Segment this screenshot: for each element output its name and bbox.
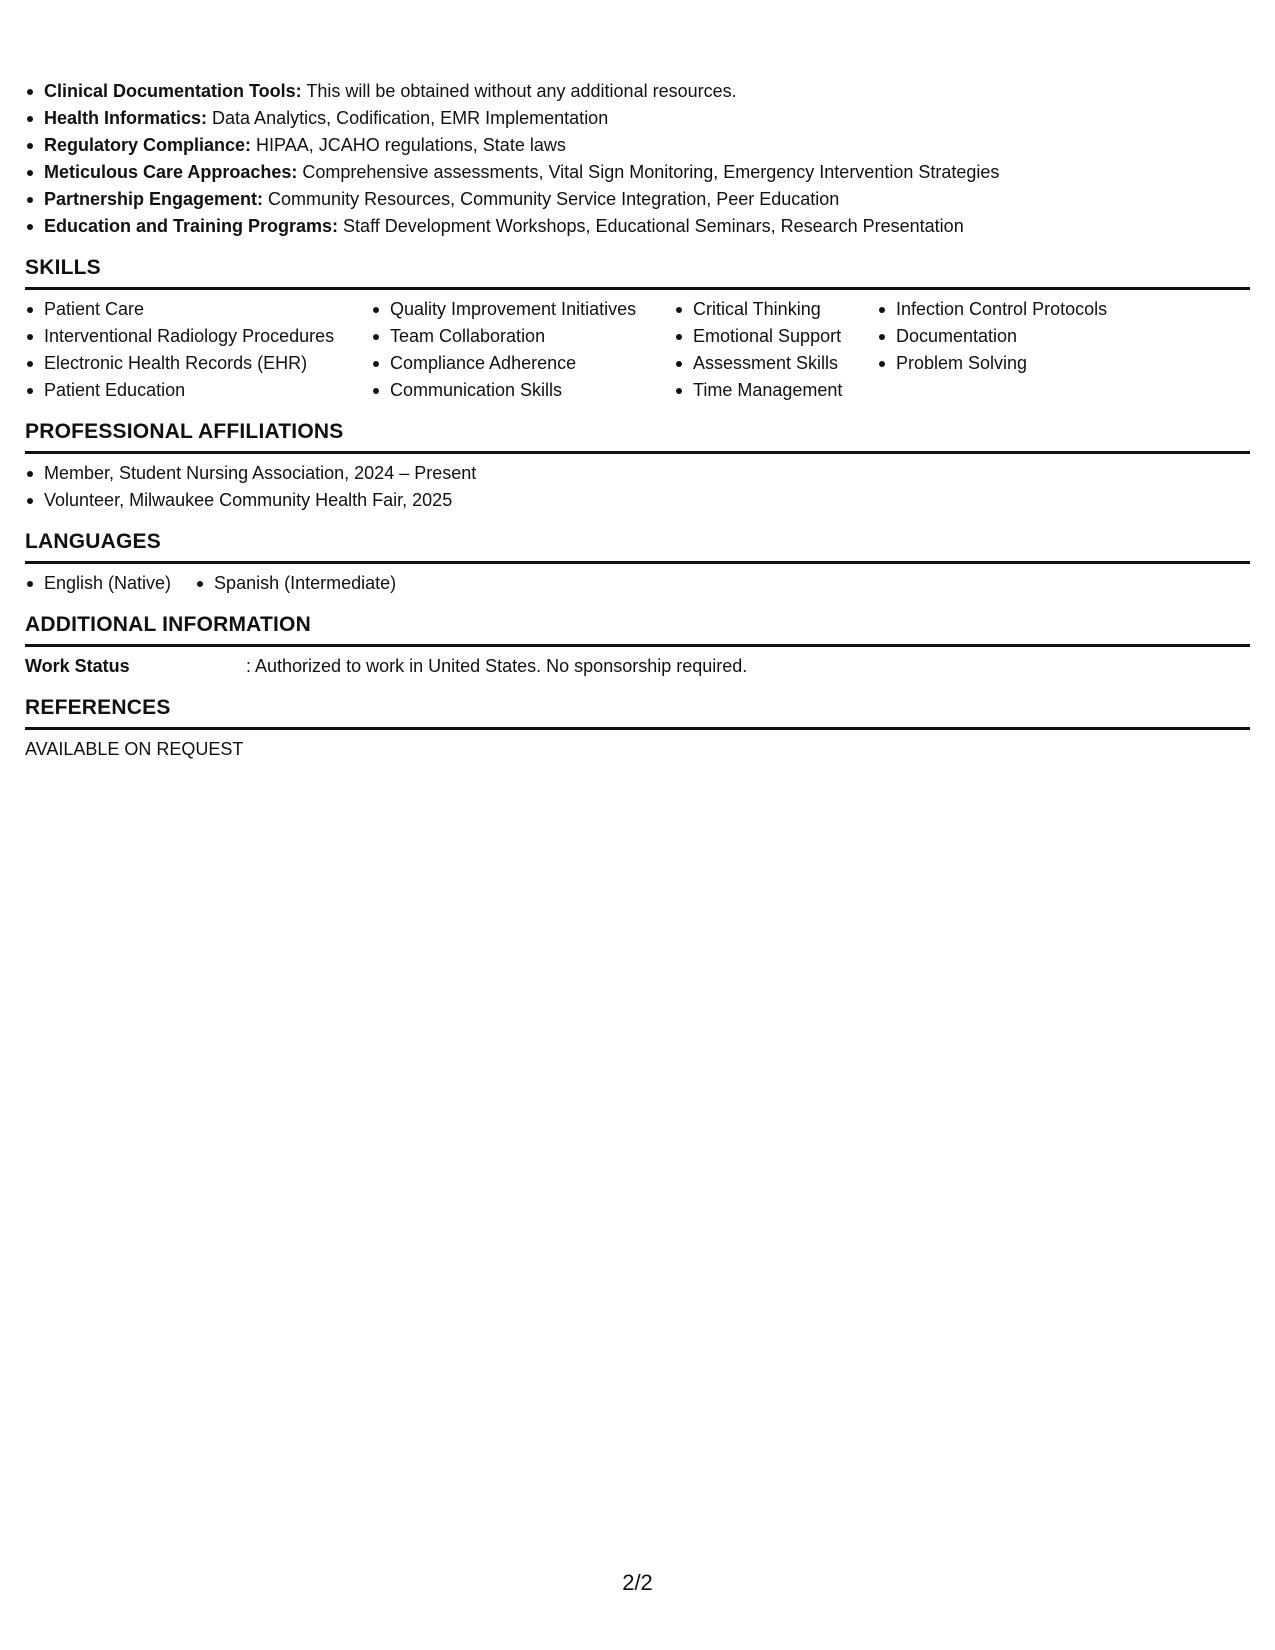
- list-item: Member, Student Nursing Association, 2024 – Present: [25, 460, 1250, 487]
- skill-item: Electronic Health Records (EHR): [25, 350, 371, 377]
- list-item: Volunteer, Milwaukee Community Health Fair, 2025: [25, 487, 1250, 514]
- skill-item: Problem Solving: [877, 350, 1137, 377]
- additional-info-section: [25, 612, 1250, 680]
- section-heading-skills: SKILLS: [25, 255, 1250, 290]
- item-label: Health Informatics:: [44, 108, 208, 128]
- references-text: AVAILABLE ON REQUEST: [25, 739, 244, 759]
- work-status-value: : Authorized to work in United States. No sponsorship required.: [246, 656, 748, 676]
- work-status-label: Work Status: [25, 656, 130, 676]
- item-label: Partnership Engagement:: [44, 189, 264, 209]
- work-status-row: [25, 653, 1250, 680]
- skill-item: Documentation: [877, 323, 1137, 350]
- skill-item: Quality Improvement Initiatives: [371, 296, 674, 323]
- skills-column: [674, 296, 877, 404]
- section-heading-additional-information: ADDITIONAL INFORMATION: [25, 612, 1250, 647]
- list-item: English (Native): [25, 570, 171, 597]
- list-item: [25, 132, 1250, 159]
- item-text: Community Resources, Community Service Integration, Peer Education: [263, 189, 840, 209]
- skills-section: [25, 255, 1250, 404]
- references-section: [25, 695, 1250, 763]
- skills-grid: [25, 296, 1250, 404]
- item-label: Meticulous Care Approaches:: [44, 162, 298, 182]
- item-text: Data Analytics, Codification, EMR Implementation: [207, 108, 609, 128]
- skills-column: [371, 296, 674, 404]
- list-item: [25, 78, 1250, 105]
- competencies-list: [25, 78, 1250, 240]
- skills-column: [877, 296, 1137, 377]
- affiliations-section: [25, 419, 1250, 514]
- item-text: Staff Development Workshops, Educational Seminars, Research Presentation: [338, 216, 964, 236]
- item-text: This will be obtained without any additional resources.: [301, 81, 737, 101]
- skill-item: Communication Skills: [371, 377, 674, 404]
- skill-item: Compliance Adherence: [371, 350, 674, 377]
- languages-list: [25, 570, 1250, 597]
- list-item: [25, 213, 1250, 240]
- list-item: [25, 186, 1250, 213]
- list-item: [25, 105, 1250, 132]
- skill-item: Interventional Radiology Procedures: [25, 323, 371, 350]
- section-heading-references: REFERENCES: [25, 695, 1250, 730]
- skill-item: Critical Thinking: [674, 296, 877, 323]
- resume-content: [25, 78, 1250, 763]
- languages-section: [25, 529, 1250, 597]
- skill-item: Infection Control Protocols: [877, 296, 1137, 323]
- list-item: Spanish (Intermediate): [195, 570, 396, 597]
- item-text: Comprehensive assessments, Vital Sign Monitoring, Emergency Intervention Strategies: [297, 162, 1000, 182]
- skill-item: Team Collaboration: [371, 323, 674, 350]
- skill-item: Time Management: [674, 377, 877, 404]
- skill-item: Patient Education: [25, 377, 371, 404]
- skill-item: Emotional Support: [674, 323, 877, 350]
- list-item: [25, 159, 1250, 186]
- affiliations-list: [25, 460, 1250, 514]
- item-label: Regulatory Compliance:: [44, 135, 252, 155]
- skill-item: Assessment Skills: [674, 350, 877, 377]
- item-label: Clinical Documentation Tools:: [44, 81, 302, 101]
- item-text: HIPAA, JCAHO regulations, State laws: [251, 135, 566, 155]
- skill-item: Patient Care: [25, 296, 371, 323]
- section-heading-affiliations: PROFESSIONAL AFFILIATIONS: [25, 419, 1250, 454]
- skills-column: [25, 296, 371, 404]
- page-number: 2/2: [622, 1570, 653, 1595]
- section-heading-languages: LANGUAGES: [25, 529, 1250, 564]
- item-label: Education and Training Programs:: [44, 216, 339, 236]
